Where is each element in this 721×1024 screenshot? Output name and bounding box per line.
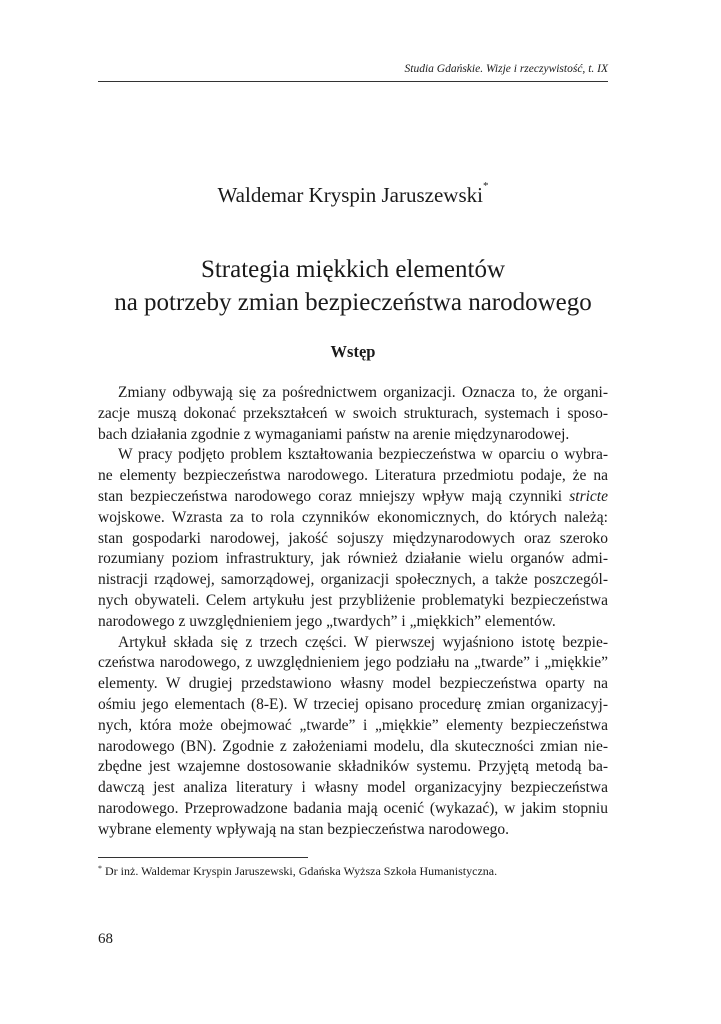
- body-line: nych obywateli. Celem artykułu jest przybliżenie problematyki bezpieczeństwa: [98, 591, 608, 609]
- footnote: [98, 864, 608, 879]
- body-line: stan gospodarki narodowej, jakość sojuszy międzynarodowych oraz szeroko: [98, 529, 608, 547]
- body-line: ośmiu jego elementach (8-E). W trzeciej opisano procedurę zmian organizacyj-: [98, 695, 608, 713]
- body-line: narodowego. Przeprowadzone badania mają ocenić (wykazać), w jakim stopniu: [98, 799, 608, 817]
- body-line: dawczą jest analiza literatury i własny model organizacyjny bezpieczeństwa: [98, 779, 608, 797]
- author-name: [98, 180, 608, 208]
- body-line: Artykuł składa się z trzech części. W pierwszej wyjaśniono istotę bezpie-: [118, 633, 608, 651]
- author-footnote-mark: *: [482, 180, 489, 192]
- volume-number: t. IX: [585, 63, 608, 75]
- body-line: wojskowe. Wzrasta za to rola czynników ekonomicznych, do których należą:: [98, 508, 608, 526]
- body-line: nistracji rządowej, samorządowej, organizacji społecznych, a także poszczegól-: [98, 571, 608, 589]
- body-line: zbędne jest wzajemne dostosowanie składników systemu. Przyjętą metodą ba-: [98, 758, 608, 776]
- body-line: [98, 487, 608, 508]
- body-line: czeństwa narodowego, z uwzględnieniem jego podziału na „twarde” i „miękkie”: [98, 654, 608, 672]
- body-line: narodowego z uwzględnieniem jego „twardych” i „miękkich” elementów.: [98, 612, 556, 630]
- footnote-mark: *: [98, 864, 102, 873]
- title-line-2: na potrzeby zmian bezpieczeństwa narodowego: [114, 289, 592, 316]
- body-line: bach działania zgodnie z wymaganiami państw na arenie międzynarodowej.: [98, 425, 570, 443]
- body-line: Zmiany odbywają się za pośrednictwem organizacji. Oznacza to, że organi-: [118, 384, 608, 401]
- header-rule: [98, 81, 608, 82]
- footnote-rule: [98, 857, 308, 858]
- title-line-1: Strategia miękkich elementów: [200, 256, 506, 283]
- body-line: rozumiany poziom infrastruktury, jak również działanie wielu organów admi-: [98, 550, 608, 568]
- body-line: elementy. W drugiej przedstawiono własny model bezpieczeństwa oparty na: [98, 675, 608, 693]
- body-line: W pracy podjęto problem kształtowania bezpieczeństwa w oparciu o wybra-: [118, 446, 608, 464]
- running-header: [98, 63, 608, 75]
- body-line: ne elementy bezpieczeństwa narodowego. Literatura przedmiotu podaje, że na: [98, 467, 608, 485]
- body-line: nych, która może obejmować „twarde” i „miękkie” elementy bezpieczeństwa: [98, 716, 608, 734]
- footnote-text: Dr inż. Waldemar Kryspin Jaruszewski, Gdańska Wyższa Szkoła Humanistyczna.: [105, 864, 498, 878]
- body-line: narodowego (BN). Zgodnie z założeniami modelu, dla skuteczności zmian nie-: [98, 737, 608, 755]
- body-line: zacje muszą dokonać przekształceń w swoich strukturach, systemach i sposo-: [98, 404, 608, 422]
- author-name-text: Waldemar Kryspin Jaruszewski: [217, 183, 483, 207]
- body-line: wybrane elementy wpływają na stan bezpieczeństwa narodowego.: [98, 820, 510, 838]
- page-number: 68: [98, 931, 113, 947]
- article-body: [98, 383, 608, 841]
- journal-title: Studia Gdańskie. Wizje i rzeczywistość,: [404, 63, 586, 75]
- italic-term: stricte: [569, 487, 608, 505]
- body-text: stan bezpieczeństwa narodowego coraz mniejszy wpływ mają czynniki: [98, 487, 570, 505]
- article-title: [98, 253, 608, 319]
- section-heading: Wstęp: [330, 342, 376, 361]
